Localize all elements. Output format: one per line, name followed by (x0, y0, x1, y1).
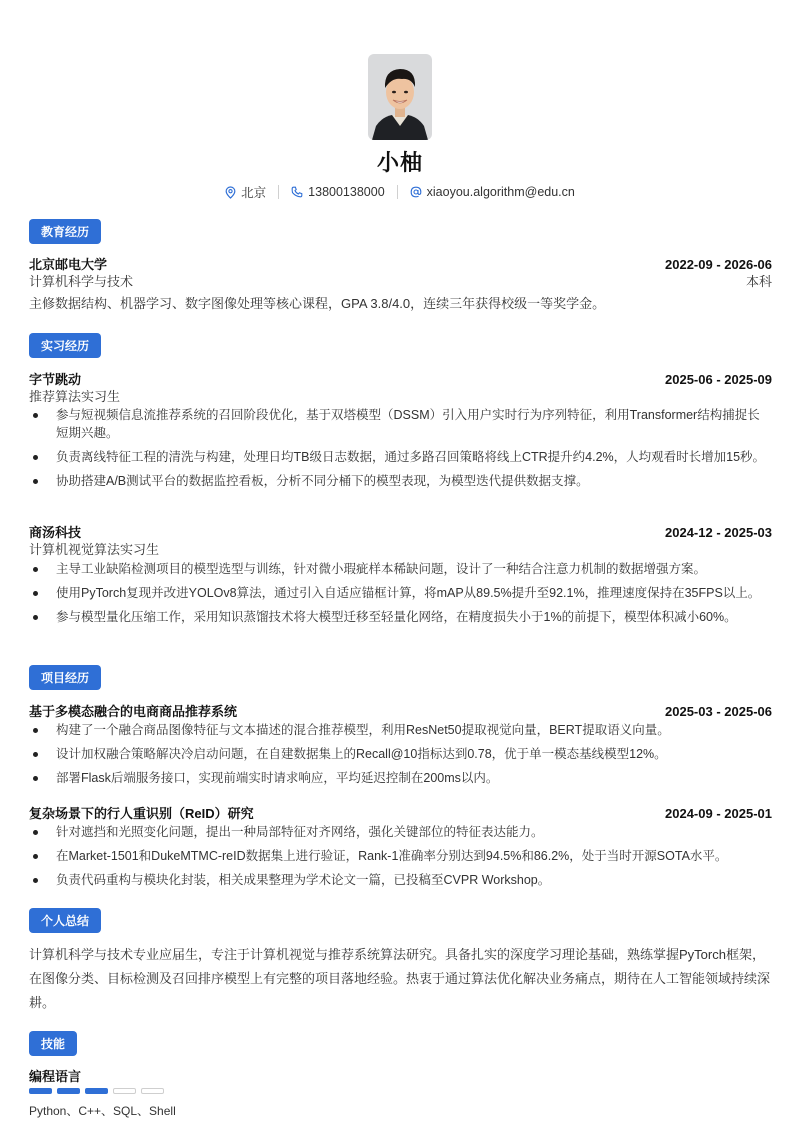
project-name: 复杂场景下的行人重识别（ReID）研究 (29, 806, 254, 821)
list-item: 主导工业缺陷检测项目的模型选型与训练，针对微小瑕疵样本稀缺问题，设计了一种结合注意力机制的数据增强方案。 (29, 560, 772, 578)
skill-level-segment-empty (113, 1088, 136, 1094)
internship-role: 推荐算法实习生 (29, 389, 121, 404)
internship-dates: 2025-06 - 2025-09 (665, 372, 772, 387)
skill-detail: Python、C++、SQL、Shell (29, 1104, 176, 1118)
section-badge-education: 教育经历 (29, 219, 101, 244)
list-item: 在Market-1501和DukeMTMC-reID数据集上进行验证，Rank-1准确率分别达到94.5%和86.2%，处于当时开源SOTA水平。 (29, 847, 772, 865)
list-item: 参与短视频信息流推荐系统的召回阶段优化，基于双塔模型（DSSM）引入用户实时行为序列特征，利用Transformer结构捕捉长短期兴趣。 (29, 406, 772, 442)
project-dates: 2025-03 - 2025-06 (665, 704, 772, 719)
phone-text[interactable]: 13800138000 (308, 185, 385, 199)
school-name: 北京邮电大学 (29, 257, 108, 272)
email-text[interactable]: xiaoyou.algorithm@edu.cn (426, 185, 575, 199)
company-name: 字节跳动 (29, 372, 82, 387)
contact-location (225, 183, 266, 201)
summary-text: 计算机科学与技术专业应届生，专注于计算机视觉与推荐系统算法研究。具备扎实的深度学习理论基础，熟练掌握PyTorch框架，在图像分类、目标检测及召回排序模型上有完整的项目落地经验。热衷于通过算法优化解决业务痛点，期待在人工智能领域持续深耕。 (29, 947, 771, 1010)
skill-level-segment-filled (29, 1088, 52, 1094)
skill-level-bar (29, 1088, 164, 1094)
project-name: 基于多模态融合的电商商品推荐系统 (29, 704, 238, 719)
list-item: 针对遮挡和光照变化问题，提出一种局部特征对齐网络，强化关键部位的特征表达能力。 (29, 823, 772, 841)
portrait-photo (368, 54, 432, 140)
project-dates: 2024-09 - 2025-01 (665, 806, 772, 821)
list-item: 负责离线特征工程的清洗与构建，处理日均TB级日志数据，通过多路召回策略将线上CTR提升约4.2%，人均观看时长增加15秒。 (29, 448, 772, 466)
location-pin-icon (225, 186, 236, 199)
skill-level-segment-filled (85, 1088, 108, 1094)
internship-header (29, 369, 772, 388)
internship-dates: 2024-12 - 2025-03 (665, 525, 772, 540)
skill-level-segment-filled (57, 1088, 80, 1094)
candidate-name: 小柚 (376, 150, 423, 175)
internship-bullets (29, 406, 772, 496)
list-item: 负责代码重构与模块化封装，相关成果整理为学术论文一篇，已投稿至CVPR Workshop。 (29, 871, 772, 889)
section-badge-summary: 个人总结 (29, 908, 101, 933)
internship-role: 计算机视觉算法实习生 (29, 542, 160, 557)
list-item: 参与模型量化压缩工作，采用知识蒸馏技术将大模型迁移至轻量化网络，在精度损失小于1%的前提下，模型体积减小60%。 (29, 608, 772, 626)
at-sign-icon (410, 186, 422, 198)
project-header (29, 803, 772, 822)
phone-icon (291, 186, 303, 198)
list-item: 协助搭建A/B测试平台的数据监控看板，分析不同分桶下的模型表现，为模型迭代提供数据支撑。 (29, 472, 772, 490)
avatar (368, 54, 432, 140)
company-name: 商汤科技 (29, 525, 82, 540)
contact-phone (291, 185, 384, 199)
skill-name: 编程语言 (29, 1069, 82, 1084)
location-text: 北京 (241, 186, 267, 200)
list-item: 构建了一个融合商品图像特征与文本描述的混合推荐模型，利用ResNet50提取视觉向量，BERT提取语义向量。 (29, 721, 772, 739)
contact-email (410, 185, 575, 199)
list-item: 设计加权融合策略解决冷启动问题，在自建数据集上的Recall@10指标达到0.78，优于单一模态基线模型12%。 (29, 745, 772, 763)
education-major: 计算机科学与技术 (29, 274, 134, 289)
education-description: 主修数据结构、机器学习、数字图像处理等核心课程，GPA 3.8/4.0，连续三年获得校级一等奖学金。 (29, 296, 606, 311)
section-badge-skills: 技能 (29, 1031, 77, 1056)
education-degree: 本科 (745, 274, 772, 289)
list-item: 部署Flask后端服务接口，实现前端实时请求响应，平均延迟控制在200ms以内。 (29, 769, 772, 787)
project-header (29, 701, 772, 720)
project-bullets (29, 823, 772, 895)
section-badge-projects: 项目经历 (29, 665, 101, 690)
contact-info (0, 183, 800, 201)
internship-bullets (29, 560, 772, 632)
contact-divider (278, 185, 279, 199)
list-item: 使用PyTorch复现并改进YOLOv8算法，通过引入自适应锚框计算，将mAP从89.5%提升至92.1%，推理速度保持在35FPS以上。 (29, 584, 772, 602)
education-dates: 2022-09 - 2026-06 (665, 257, 772, 272)
contact-divider (397, 185, 398, 199)
education-header (29, 254, 772, 273)
section-badge-internship: 实习经历 (29, 333, 101, 358)
project-bullets (29, 721, 772, 793)
skill-level-segment-empty (141, 1088, 164, 1094)
